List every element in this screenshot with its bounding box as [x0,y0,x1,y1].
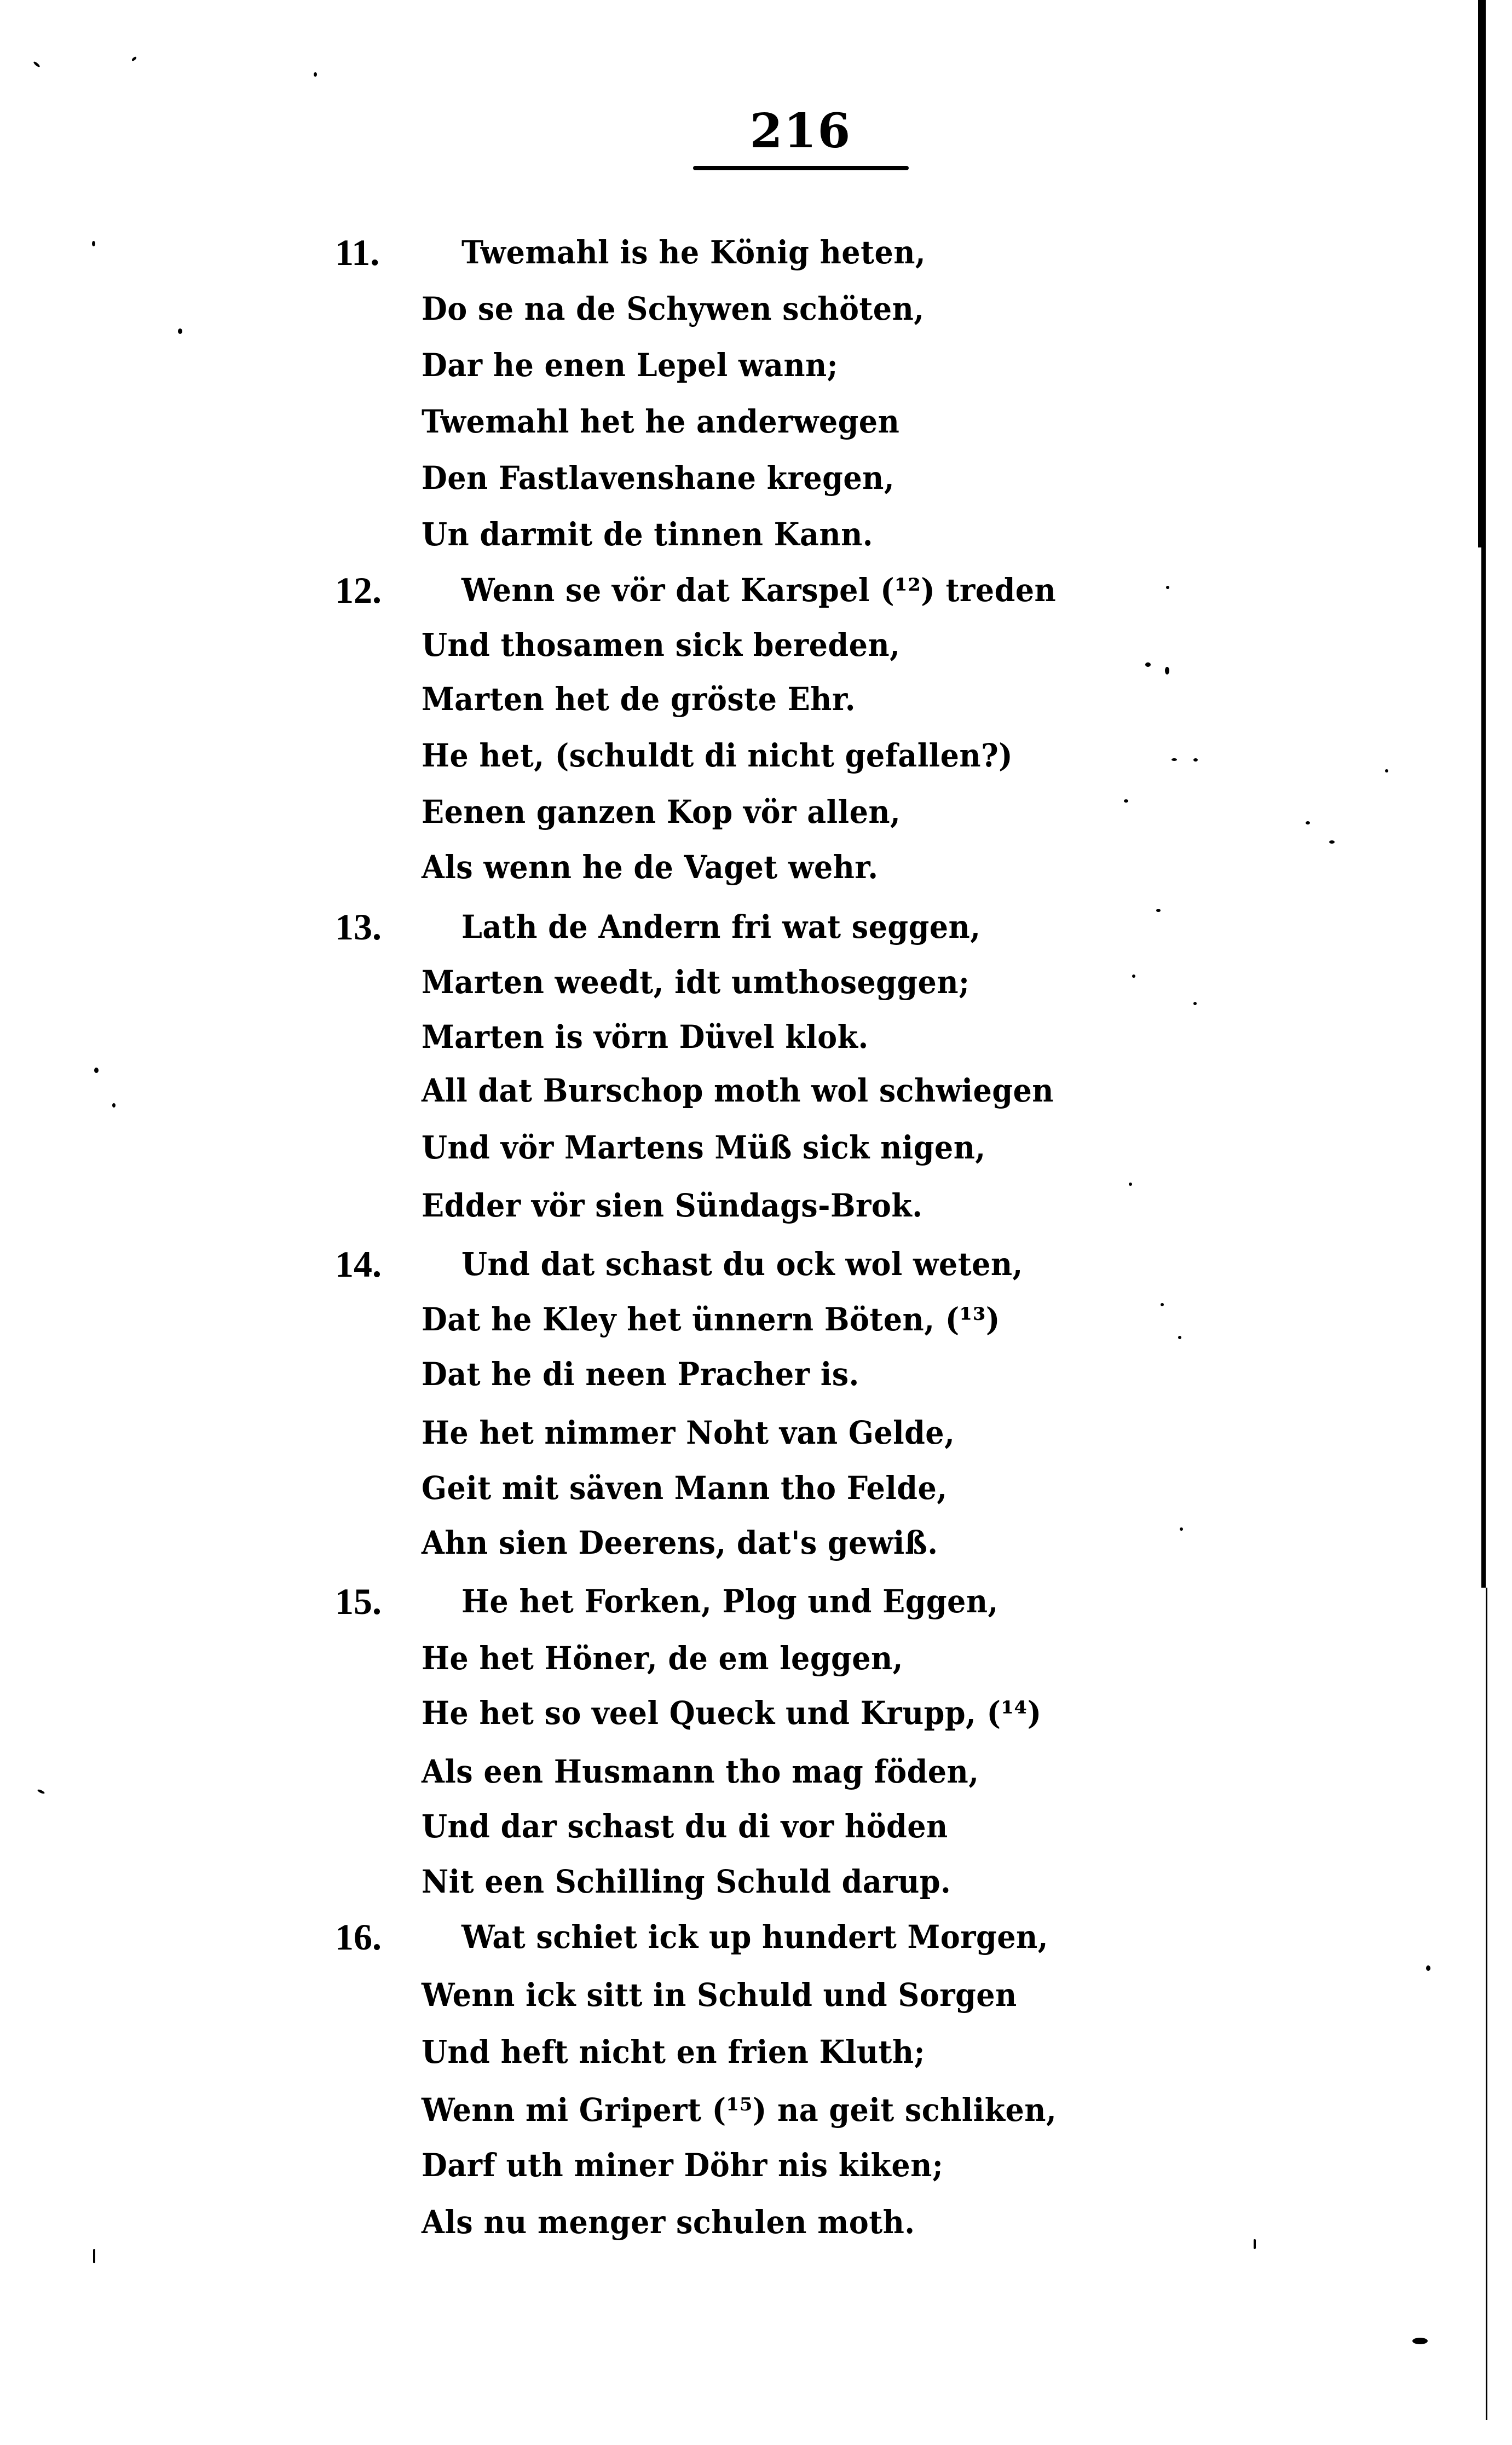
scan-speck [1306,821,1310,824]
verse-line: He het so veel Queck und Krupp, (¹⁴) [422,1694,1042,1732]
verse-line: Do se na de Schywen schöten, [422,290,925,327]
verse-line: Edder vör sien Sündags-Brok. [422,1187,923,1224]
scan-speck [1156,909,1161,912]
scan-speck [131,56,137,61]
scan-speck [1145,662,1151,667]
verse-line: Marten het de gröste Ehr. [422,681,856,718]
verse-line: Dat he di neen Pracher is. [422,1356,859,1393]
scan-speck [1132,974,1135,978]
verse-line: Darf uth miner Döhr nis kiken; [422,2147,944,2184]
scan-speck [1385,769,1388,772]
scan-edge-strip [1478,0,1486,547]
scan-speck [112,1103,116,1108]
verse-line: Marten is vörn Düvel klok. [422,1018,869,1056]
header-rule [693,166,909,170]
scan-speck [314,72,317,77]
scan-speck [1124,799,1128,803]
verse-line: All dat Burschop moth wol schwiegen [422,1072,1054,1109]
verse-line: Als nu menger schulen moth. [422,2204,915,2241]
scan-speck [178,328,182,334]
scan-speck [1161,1303,1164,1306]
verse-line: Als wenn he de Vaget wehr. [422,849,879,886]
stanza-number: 12. [335,569,382,611]
verse-line: Dar he enen Lepel wann; [422,347,839,384]
scan-speck [33,61,41,68]
verse-line: He het Forken, Plog und Eggen, [461,1583,999,1620]
scan-speck [1180,1527,1183,1531]
verse-line: Den Fastlavenshane kregen, [422,459,895,497]
stanza-number: 14. [335,1243,382,1285]
verse-line: Wenn ick sitt in Schuld und Sorgen [422,1976,1017,2014]
verse-line: Und dar schast du di vor höden [422,1808,948,1845]
scan-speck [1166,586,1169,589]
verse-line: Nit een Schilling Schuld darup. [422,1863,951,1900]
verse-line: Wenn se vör dat Karspel (¹²) treden [461,572,1057,609]
scan-edge-strip [1486,1588,1487,2420]
scan-speck [1178,1336,1181,1339]
scan-speck [1329,840,1335,844]
stanza-number: 13. [335,906,382,948]
stanza-number: 11. [335,232,380,273]
scan-speck [37,1789,45,1794]
verse-line: Und dat schast du ock wol weten, [461,1245,1023,1283]
verse-line: Und heft nicht en frien Kluth; [422,2033,925,2071]
scan-speck [1426,1965,1430,1971]
verse-line: Dat he Kley het ünnern Böten, (¹³) [422,1301,1000,1338]
verse-line: Wenn mi Gripert (¹⁵) na geit schliken, [422,2091,1057,2129]
verse-line: Und thosamen sick bereden, [422,626,901,664]
scan-speck [1193,758,1198,762]
verse-line: Ahn sien Deerens, dat's gewiß. [422,1524,938,1561]
verse-line: He het Höner, de em leggen, [422,1640,903,1677]
scan-speck [1171,758,1177,761]
scan-speck [92,241,95,246]
scan-speck [1254,2239,1256,2249]
verse-line: He het nimmer Noht van Gelde, [422,1414,955,1451]
verse-line: Wat schiet ick up hundert Morgen, [461,1918,1048,1956]
stanza-number: 15. [335,1581,382,1622]
verse-line: Un darmit de tinnen Kann. [422,516,874,553]
scan-edge-strip [1481,547,1486,1588]
verse-line: Und vör Martens Müß sick nigen, [422,1129,986,1166]
verse-line: Lath de Andern fri wat seggen, [461,908,981,945]
scan-speck [94,1068,99,1073]
verse-line: Twemahl het he anderwegen [422,403,900,440]
stanza-number: 16. [335,1916,382,1958]
scan-speck [1412,2338,1428,2344]
scan-speck [1165,667,1169,674]
page-number: 216 [749,103,852,159]
verse-line: Als een Husmann tho mag föden, [422,1753,979,1790]
verse-line: He het, (schuldt di nicht gefallen?) [422,737,1013,774]
verse-line: Eenen ganzen Kop vör allen, [422,793,901,831]
verse-line: Geit mit säven Mann tho Felde, [422,1469,948,1507]
scan-speck [93,2249,95,2263]
verse-line: Twemahl is he König heten, [461,234,926,271]
verse-line: Marten weedt, idt umthoseggen; [422,964,970,1001]
scan-speck [1193,1002,1197,1005]
scan-speck [1129,1183,1132,1186]
